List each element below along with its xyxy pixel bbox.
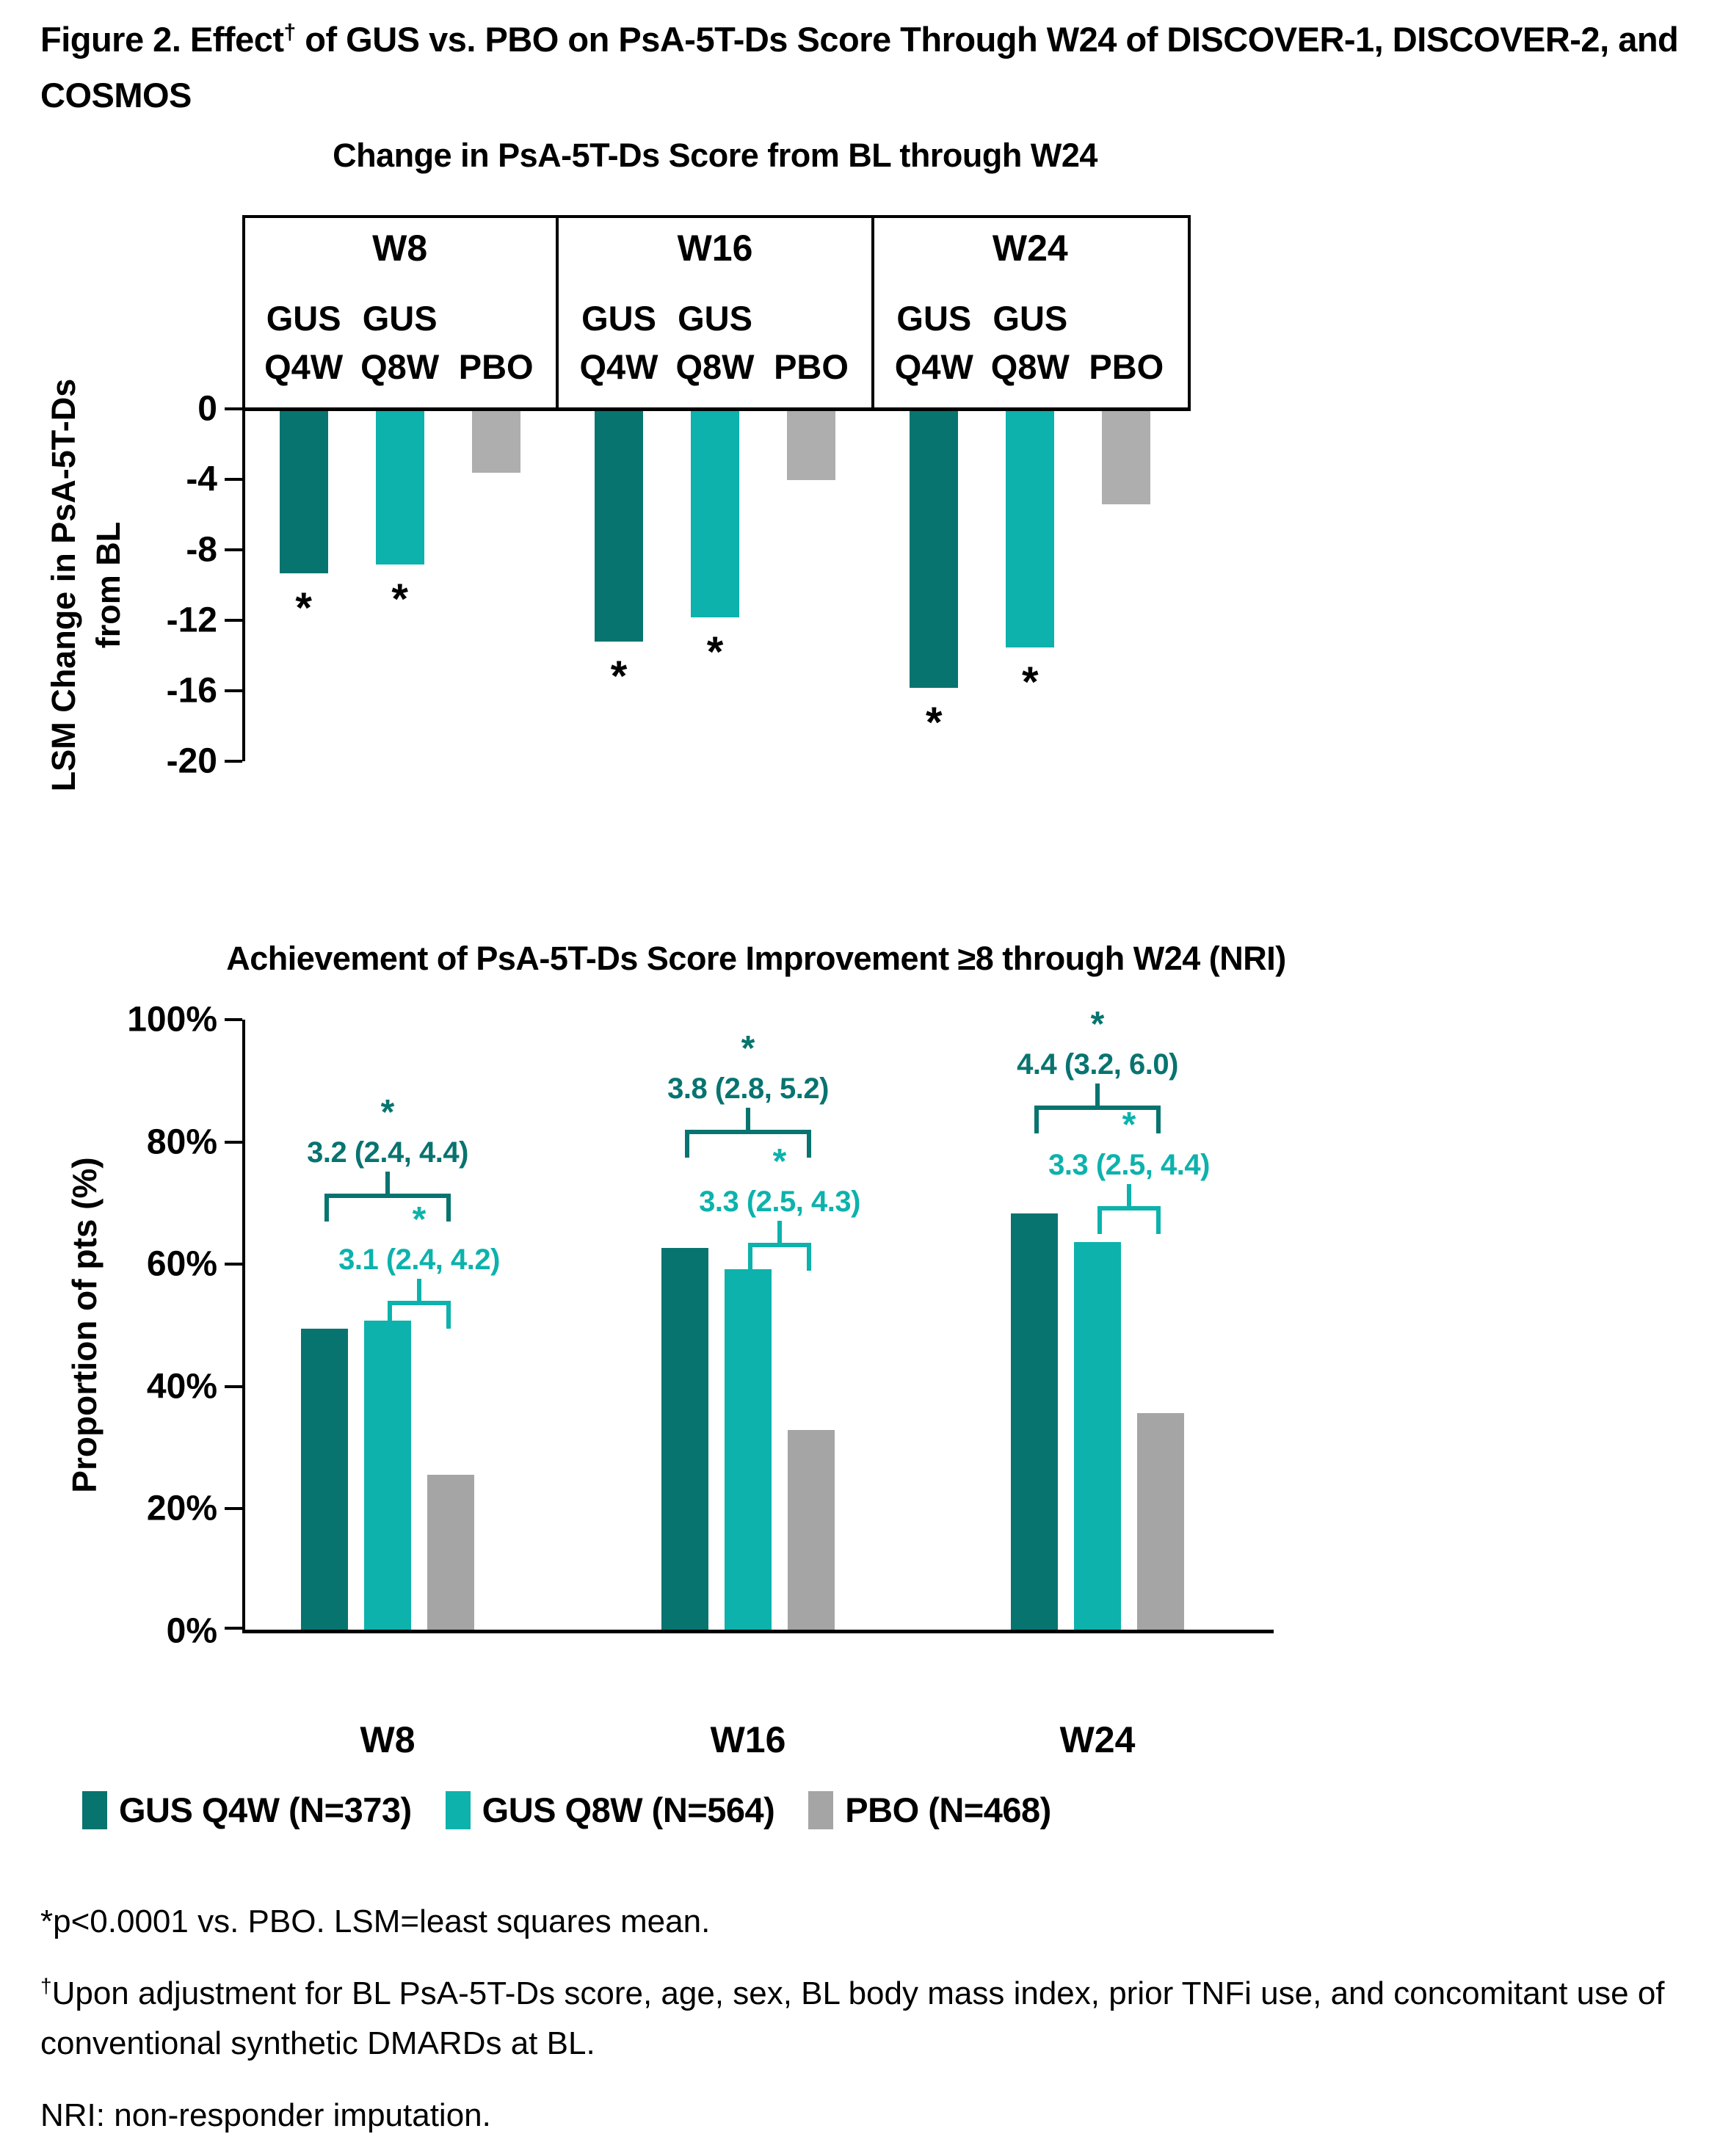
bracket-line xyxy=(685,1130,811,1134)
bar-gus-q8w-w8 xyxy=(376,411,424,565)
chart1-y-tick xyxy=(225,689,242,692)
chart1-week-label-w8: W8 xyxy=(372,228,428,269)
legend-item-gus-q4w xyxy=(82,1790,412,1830)
significance-asterisk-gus-q8w-w8: * xyxy=(391,575,408,623)
chart1-week-label-w16: W16 xyxy=(677,228,753,269)
chart2-y-tick xyxy=(225,1507,242,1510)
chart2-y-axis-label-text: Proportion of pts (%) xyxy=(65,1157,104,1493)
chart2-y-tick xyxy=(225,1018,242,1021)
bracket-line xyxy=(748,1243,811,1247)
bracket-endL xyxy=(685,1130,689,1158)
figure-title-text: Figure 2. Effect xyxy=(40,20,284,59)
chart1-y-tick-label: -16 xyxy=(166,671,217,711)
bracket-stem xyxy=(746,1108,750,1130)
chart1-y-tick xyxy=(225,407,242,410)
chart1-arm-label-pbo xyxy=(756,294,866,391)
bar-gus-q8w-w8 xyxy=(364,1321,411,1630)
chart1-arm-label-line: GUS xyxy=(581,299,656,338)
bar-gus-q8w-w16 xyxy=(725,1269,772,1630)
bracket-stem xyxy=(1095,1084,1100,1106)
bar-gus-q8w-w24 xyxy=(1006,411,1054,647)
bracket-endL xyxy=(324,1194,329,1222)
significance-asterisk-gus-q8w-vs-pbo-w24: * xyxy=(1122,1106,1136,1145)
chart1-arm-label-gus-q4w xyxy=(879,294,989,391)
chart1-arm-label-line: Q4W xyxy=(579,347,658,386)
bracket-endR xyxy=(807,1243,811,1271)
significance-asterisk-gus-q8w-vs-pbo-w8: * xyxy=(412,1200,427,1240)
bar-pbo-w8 xyxy=(427,1475,474,1630)
bar-pbo-w8 xyxy=(472,411,520,473)
bar-gus-q4w-w16 xyxy=(661,1248,708,1630)
chart1-arm-label-line: Q4W xyxy=(264,347,344,386)
chart2-y-tick-label: 20% xyxy=(146,1489,217,1528)
chart1-title: Change in PsA-5T-Ds Score from BL through W24 xyxy=(333,137,1097,174)
chart1-arm-label-line: GUS xyxy=(362,299,438,338)
significance-asterisk-gus-q4w-vs-pbo-w8: * xyxy=(380,1093,395,1133)
chart2-y-tick-label: 60% xyxy=(146,1244,217,1284)
bracket-line xyxy=(1097,1206,1161,1211)
chart1-arm-label-line xyxy=(756,294,866,343)
significance-asterisk-gus-q4w-w16: * xyxy=(610,653,628,701)
bracket-endR xyxy=(446,1194,451,1222)
chart2-y-tick xyxy=(225,1263,242,1266)
legend xyxy=(82,1790,1051,1830)
chart1-lsm-change-plot xyxy=(166,215,1188,781)
legend-swatch-pbo xyxy=(808,1791,833,1829)
figure-title xyxy=(40,12,1707,123)
chart1-arm-label-gus-q8w xyxy=(660,294,770,391)
chart1-y-axis-label-line1: LSM Change in PsA-5T-Ds xyxy=(45,378,83,792)
bracket-endR xyxy=(807,1130,811,1158)
chart1-y-tick xyxy=(225,760,242,763)
chart1-arm-label-gus-q4w xyxy=(249,294,359,391)
bracket-stem xyxy=(385,1172,390,1194)
bar-gus-q4w-w8 xyxy=(280,411,328,573)
bracket-endR xyxy=(1156,1106,1161,1133)
legend-label: GUS Q8W (N=564) xyxy=(482,1790,775,1829)
bar-gus-q4w-w24 xyxy=(910,411,958,688)
chart1-arm-label-line: GUS xyxy=(678,299,752,338)
bar-pbo-w16 xyxy=(787,411,835,480)
significance-asterisk-gus-q8w-w16: * xyxy=(706,628,724,676)
chart1-arm-label-gus-q4w xyxy=(564,294,674,391)
chart1-y-tick-label: -8 xyxy=(186,530,217,570)
chart1-y-tick-label: -4 xyxy=(186,460,217,499)
footnote-adjustment xyxy=(40,1969,1714,2069)
chart1-arm-label-line: PBO xyxy=(1089,347,1164,386)
bar-pbo-w16 xyxy=(788,1430,835,1630)
legend-swatch-gus-q4w xyxy=(82,1791,107,1829)
chart2-y-tick-label: 0% xyxy=(166,1611,217,1651)
chart1-arm-label-gus-q8w xyxy=(975,294,1085,391)
bracket-endR xyxy=(446,1301,451,1329)
chart2-y-tick-label: 100% xyxy=(127,1000,217,1039)
chart1-y-tick xyxy=(225,548,242,551)
bracket-stem xyxy=(777,1221,782,1243)
significance-asterisk-gus-q4w-w24: * xyxy=(926,698,943,747)
chart1-header-right-border xyxy=(1188,215,1191,410)
bar-pbo-w24 xyxy=(1137,1413,1184,1630)
chart1-arm-label-gus-q8w xyxy=(345,294,455,391)
odds-ratio-label-gus-q8w-vs-pbo-w24: 3.3 (2.5, 4.4) xyxy=(1048,1149,1210,1182)
odds-ratio-label-gus-q4w-vs-pbo-w24: 4.4 (3.2, 6.0) xyxy=(1017,1048,1178,1081)
bar-gus-q8w-w16 xyxy=(691,411,739,617)
bracket-endL xyxy=(748,1243,752,1271)
bar-gus-q4w-w8 xyxy=(301,1329,348,1630)
significance-asterisk-gus-q4w-vs-pbo-w24: * xyxy=(1090,1004,1105,1044)
chart1-arm-label-line: PBO xyxy=(774,347,849,386)
chart1-y-tick xyxy=(225,619,242,622)
significance-asterisk-gus-q4w-vs-pbo-w16: * xyxy=(741,1028,755,1068)
chart1-arm-label-line: GUS xyxy=(266,299,341,338)
legend-item-pbo xyxy=(808,1790,1051,1830)
chart2-y-axis xyxy=(242,1020,245,1631)
chart1-y-axis-label xyxy=(10,365,164,805)
legend-item-gus-q8w xyxy=(446,1790,775,1830)
odds-ratio-label-gus-q4w-vs-pbo-w16: 3.8 (2.8, 5.2) xyxy=(667,1072,829,1105)
chart2-y-tick xyxy=(225,1627,242,1630)
chart1-y-axis-label-line2: from BL xyxy=(90,521,127,649)
chart1-y-axis xyxy=(242,215,245,761)
chart2-y-tick-label: 40% xyxy=(146,1367,217,1407)
bracket-endL xyxy=(1097,1206,1102,1234)
chart2-x-label-w24: W24 xyxy=(1059,1719,1136,1760)
footnote-adjustment-text: Upon adjustment for BL PsA-5T-Ds score, age, sex, BL body mass index, prior TNFi use, and concomitant use of conventional synthetic DMARDs at BL. xyxy=(40,1975,1665,2062)
chart1-arm-label-line: Q4W xyxy=(894,347,973,386)
chart1-arm-label-line xyxy=(441,294,551,343)
chart1-arm-label-line: GUS xyxy=(896,299,972,338)
figure-title-rest: of GUS vs. PBO on PsA-5T-Ds Score Through W24 of DISCOVER-1, DISCOVER-2, and COSMOS xyxy=(40,20,1679,115)
bracket-stem xyxy=(1127,1184,1131,1206)
footnote-nri: NRI: non-responder imputation. xyxy=(40,2097,491,2133)
bracket-line xyxy=(388,1301,451,1305)
significance-asterisk-gus-q4w-w8: * xyxy=(295,584,312,632)
bracket-endR xyxy=(1156,1206,1161,1234)
odds-ratio-label-gus-q8w-vs-pbo-w16: 3.3 (2.5, 4.3) xyxy=(699,1186,860,1219)
bracket-stem xyxy=(417,1279,421,1301)
chart2-y-tick xyxy=(225,1385,242,1388)
chart1-arm-label-line: GUS xyxy=(993,299,1068,338)
chart1-arm-label-line xyxy=(1071,294,1181,343)
chart1-header-top-border xyxy=(242,215,1191,218)
chart1-arm-label-pbo xyxy=(1071,294,1181,391)
bar-pbo-w24 xyxy=(1102,411,1150,504)
chart2-y-tick xyxy=(225,1141,242,1144)
chart2-y-tick-label: 80% xyxy=(146,1122,217,1162)
chart1-arm-label-line: Q8W xyxy=(360,347,440,386)
odds-ratio-label-gus-q4w-vs-pbo-w8: 3.2 (2.4, 4.4) xyxy=(307,1136,468,1169)
chart1-arm-label-line: PBO xyxy=(458,347,534,386)
odds-ratio-label-gus-q8w-vs-pbo-w8: 3.1 (2.4, 4.2) xyxy=(338,1244,500,1277)
dagger-superscript: † xyxy=(40,1974,52,1997)
chart1-arm-label-pbo xyxy=(441,294,551,391)
chart2-x-label-w8: W8 xyxy=(360,1719,416,1760)
bar-gus-q4w-w16 xyxy=(595,411,643,642)
bracket-endL xyxy=(388,1301,392,1329)
significance-asterisk-gus-q8w-w24: * xyxy=(1022,658,1039,706)
chart2-x-axis xyxy=(242,1630,1274,1633)
chart1-arm-label-line: Q8W xyxy=(990,347,1070,386)
significance-asterisk-gus-q8w-vs-pbo-w16: * xyxy=(772,1142,787,1182)
chart1-y-tick-label: -20 xyxy=(166,741,217,781)
chart2-title: Achievement of PsA-5T-Ds Score Improvement ≥8 through W24 (NRI) xyxy=(226,940,1286,977)
bar-gus-q4w-w24 xyxy=(1011,1213,1058,1630)
bracket-line xyxy=(324,1194,451,1198)
legend-label: PBO (N=468) xyxy=(845,1790,1051,1829)
dagger-superscript: † xyxy=(283,20,296,45)
footnote-significance: *p<0.0001 vs. PBO. LSM=least squares mean. xyxy=(40,1903,711,1939)
legend-swatch-gus-q8w xyxy=(446,1791,471,1829)
chart1-y-tick xyxy=(225,478,242,481)
chart1-week-label-w24: W24 xyxy=(992,228,1068,269)
chart1-arm-label-line: Q8W xyxy=(675,347,755,386)
chart2-achievement-plot xyxy=(127,1000,1274,1760)
bracket-endL xyxy=(1034,1106,1039,1133)
legend-label: GUS Q4W (N=373) xyxy=(119,1790,412,1829)
chart1-y-tick-label: -12 xyxy=(166,600,217,640)
bar-gus-q8w-w24 xyxy=(1074,1242,1121,1630)
chart1-y-tick-label: 0 xyxy=(197,389,217,429)
chart2-x-label-w16: W16 xyxy=(710,1719,786,1760)
